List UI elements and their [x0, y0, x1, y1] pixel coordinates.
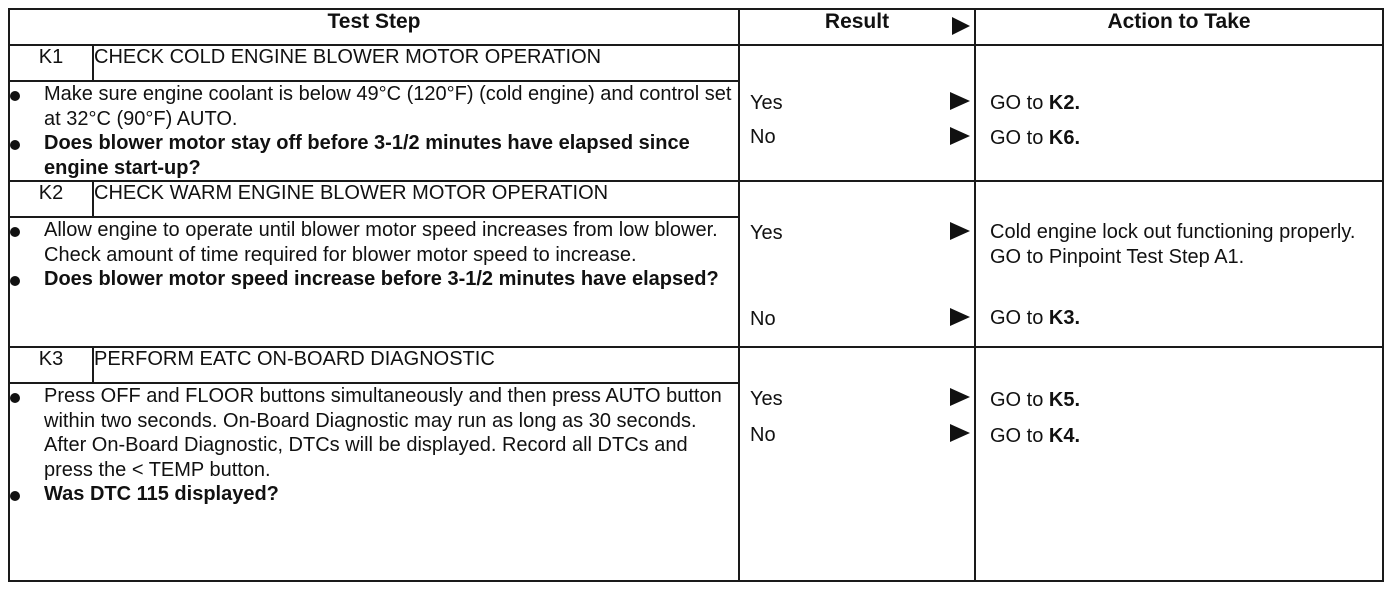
header-arrow-icon: [952, 17, 970, 35]
bullet-list-k1: [10, 82, 738, 180]
result-yes-k1: Yes: [750, 92, 783, 114]
step-body-k1: [9, 81, 739, 181]
result-yes-k3: Yes: [750, 388, 783, 410]
action-step-ref: K4.: [1048, 425, 1081, 447]
action-text: Cold engine lock out functioning properly. GO to Pinpoint Test Step A1.: [990, 221, 1356, 268]
header-row: [9, 9, 1383, 45]
bullet-instruction-k1: Make sure engine coolant is below 49°C (120°F) (cold engine) and control set at 32°C (90°F) AUTO.: [10, 82, 738, 131]
action-cell-k1: [975, 45, 1383, 181]
step-id-k2: K2: [9, 181, 93, 217]
result-no-k2: No: [750, 308, 776, 330]
step-title-row-k1: [9, 45, 1383, 81]
bullet-list-k3: [10, 384, 738, 507]
step-title-k3: PERFORM EATC ON-BOARD DIAGNOSTIC: [93, 347, 739, 383]
action-step-ref: K2.: [1048, 92, 1081, 114]
header-test-step: Test Step: [9, 9, 739, 45]
action-no-k3: [990, 424, 1370, 449]
bullet-instruction-k2: Allow engine to operate until blower motor speed increases from low blower. Check amount of time required for blower motor speed to increase.: [10, 218, 738, 267]
bullet-list-k2: [10, 218, 738, 292]
test-step-table: [8, 8, 1384, 582]
bullet-question-k2: Does blower motor speed increase before 3-1/2 minutes have elapsed?: [10, 267, 738, 292]
header-action: Action to Take: [975, 9, 1383, 45]
action-text: GO to: [990, 425, 1049, 447]
step-body-k3: [9, 383, 739, 581]
bullet-question-k3: Was DTC 115 displayed?: [10, 482, 738, 507]
action-step-ref: K3.: [1048, 307, 1081, 329]
step-title-row-k3: [9, 347, 1383, 383]
step-id-k3: K3: [9, 347, 93, 383]
action-text: GO to: [990, 127, 1049, 149]
header-result-label: Result: [824, 10, 890, 33]
action-cell-k3: [975, 347, 1383, 581]
action-yes-k1: [990, 91, 1370, 116]
step-body-k2: [9, 217, 739, 347]
result-no-k1: No: [750, 126, 776, 148]
arrow-right-icon: [950, 92, 970, 110]
arrow-right-icon: [950, 424, 970, 442]
result-cell-k1: [739, 45, 975, 181]
action-step-ref: K5.: [1048, 389, 1081, 411]
action-cell-k2: [975, 181, 1383, 347]
action-no-k2: [990, 306, 1370, 331]
bullet-question-k1: Does blower motor stay off before 3-1/2 minutes have elapsed since engine start-up?: [10, 131, 738, 180]
action-text: GO to: [990, 307, 1049, 329]
arrow-right-icon: [950, 222, 970, 240]
result-yes-k2: Yes: [750, 222, 783, 244]
result-cell-k2: [739, 181, 975, 347]
action-no-k1: [990, 126, 1370, 151]
action-text: GO to: [990, 92, 1049, 114]
arrow-right-icon: [950, 388, 970, 406]
header-result: [739, 9, 975, 45]
action-yes-k3: [990, 388, 1370, 413]
action-step-ref: K6.: [1048, 127, 1081, 149]
step-title-k2: CHECK WARM ENGINE BLOWER MOTOR OPERATION: [93, 181, 739, 217]
action-yes-k2: [990, 220, 1370, 270]
arrow-right-icon: [950, 127, 970, 145]
action-text: GO to: [990, 389, 1049, 411]
step-title-k1: CHECK COLD ENGINE BLOWER MOTOR OPERATION: [93, 45, 739, 81]
bullet-instruction-k3: Press OFF and FLOOR buttons simultaneously and then press AUTO button within two seconds. On-Board Diagnostic may run as long as 30 seconds. After On-Board Diagnostic, DTCs will be displayed. Record all DTCs and press the < TEMP button.: [10, 384, 738, 482]
step-title-row-k2: [9, 181, 1383, 217]
result-no-k3: No: [750, 424, 776, 446]
arrow-right-icon: [950, 308, 970, 326]
step-id-k1: K1: [9, 45, 93, 81]
result-cell-k3: [739, 347, 975, 581]
